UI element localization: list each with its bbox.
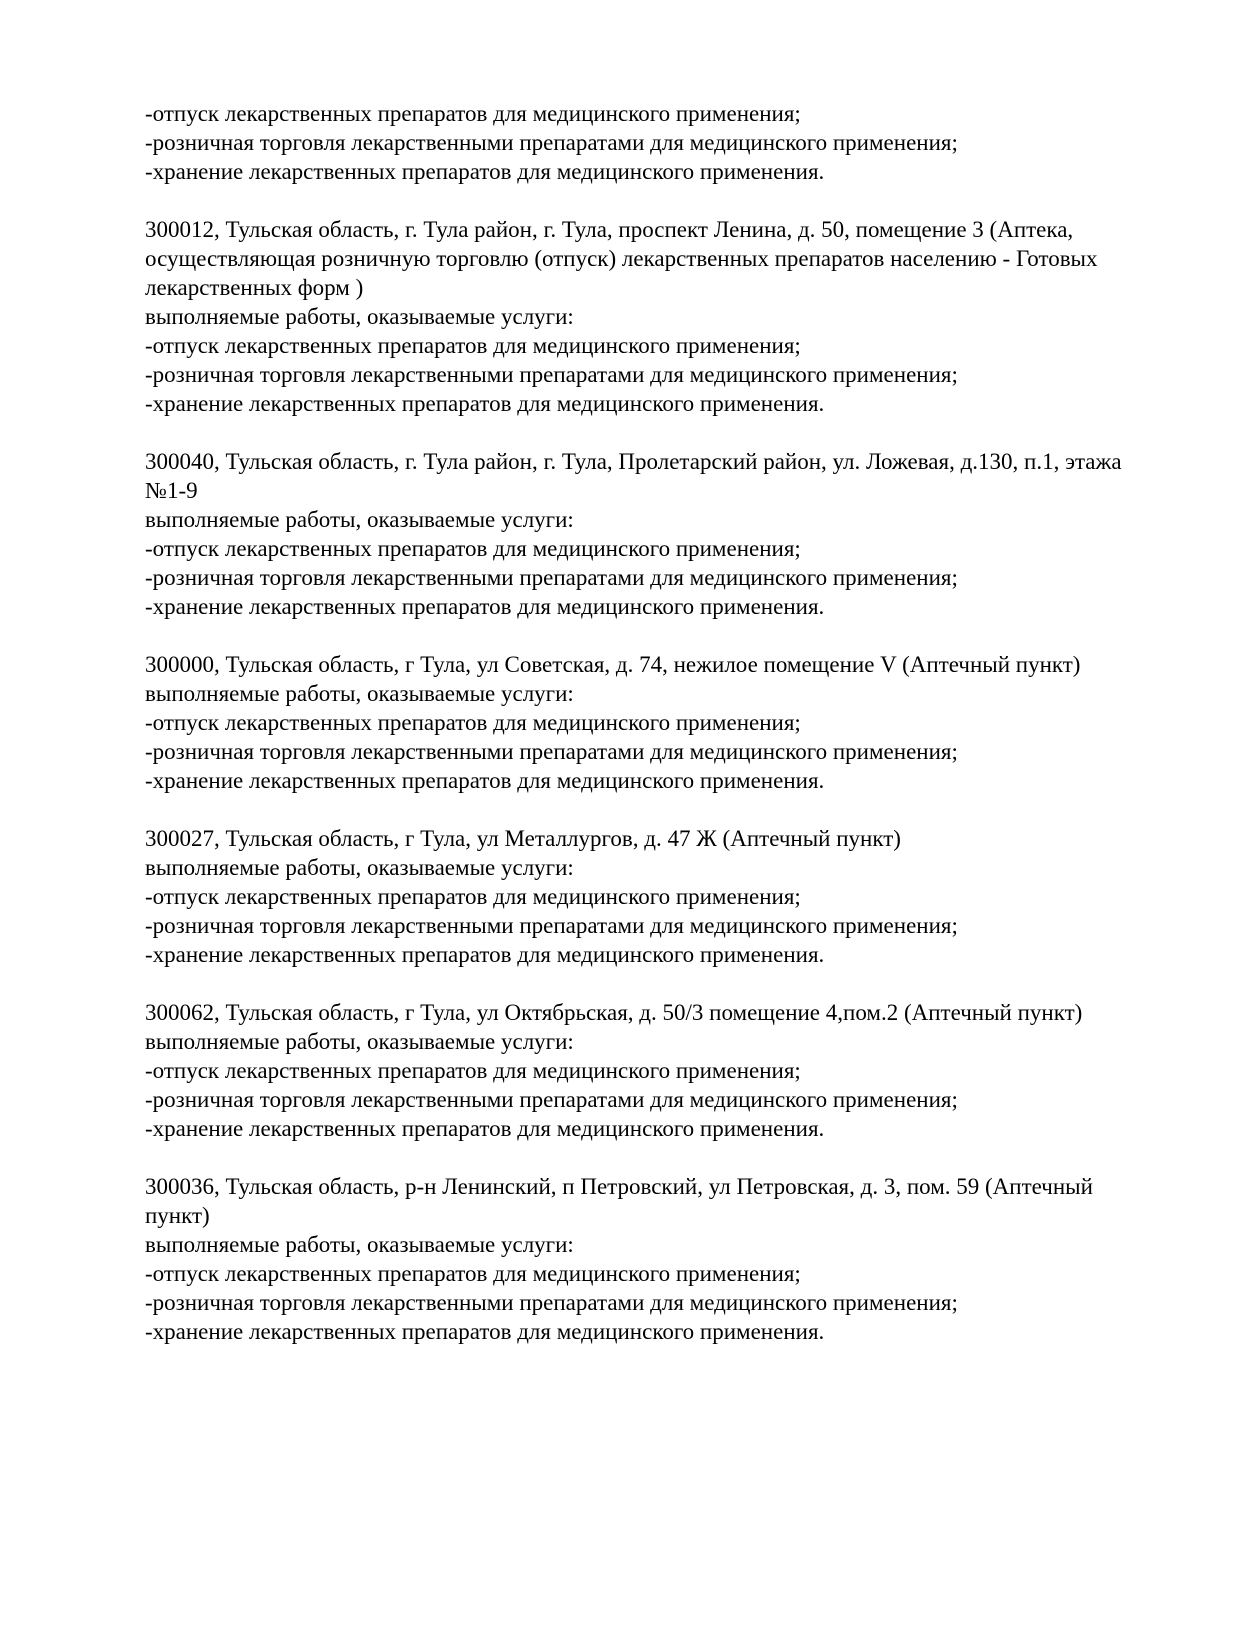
service-line: -хранение лекарственных препаратов для медицинского применения. xyxy=(145,159,825,184)
entry-address: 300027, Тульская область, г Тула, ул Металлургов, д. 47 Ж (Аптечный пункт) xyxy=(145,826,901,851)
service-line: -розничная торговля лекарственными препаратами для медицинского применения; xyxy=(145,565,958,590)
license-entry xyxy=(145,824,1137,969)
service-line: -хранение лекарственных препаратов для медицинского применения. xyxy=(145,1319,825,1344)
services-header: выполняемые работы, оказываемые услуги: xyxy=(145,304,574,329)
leading-services-block xyxy=(145,99,1137,186)
services-header: выполняемые работы, оказываемые услуги: xyxy=(145,1232,574,1257)
service-line: -хранение лекарственных препаратов для медицинского применения. xyxy=(145,594,825,619)
services-header: выполняемые работы, оказываемые услуги: xyxy=(145,855,574,880)
entry-services xyxy=(145,331,1137,418)
entry-address: 300062, Тульская область, г Тула, ул Октябрьская, д. 50/3 помещение 4,пом.2 (Аптечный пункт) xyxy=(145,1000,1083,1025)
entry-address: 300012, Тульская область, г. Тула район, г. Тула, проспект Ленина, д. 50, помещение 3 (Аптека, осуществляющая розничную торговлю (отпуск) лекарственных препаратов населению - Готовых лекарственных форм ) xyxy=(145,217,1098,300)
service-line: -отпуск лекарственных препаратов для медицинского применения; xyxy=(145,333,801,358)
service-line: -хранение лекарственных препаратов для медицинского применения. xyxy=(145,942,825,967)
entry-services xyxy=(145,708,1137,795)
services-header: выполняемые работы, оказываемые услуги: xyxy=(145,1029,574,1054)
service-line: -розничная торговля лекарственными препаратами для медицинского применения; xyxy=(145,362,958,387)
service-line: -хранение лекарственных препаратов для медицинского применения. xyxy=(145,1116,825,1141)
service-line: -отпуск лекарственных препаратов для медицинского применения; xyxy=(145,536,801,561)
service-line: -розничная торговля лекарственными препаратами для медицинского применения; xyxy=(145,1087,958,1112)
entry-address: 300040, Тульская область, г. Тула район, г. Тула, Пролетарский район, ул. Ложевая, д.130, п.1, этажа №1-9 xyxy=(145,449,1122,503)
license-entry xyxy=(145,650,1137,795)
service-line: -розничная торговля лекарственными препаратами для медицинского применения; xyxy=(145,1290,958,1315)
entry-services xyxy=(145,534,1137,621)
license-entry xyxy=(145,215,1137,418)
service-line: -отпуск лекарственных препаратов для медицинского применения; xyxy=(145,710,801,735)
document-body xyxy=(145,99,1137,1346)
services-header: выполняемые работы, оказываемые услуги: xyxy=(145,507,574,532)
license-entry xyxy=(145,447,1137,621)
service-line: -розничная торговля лекарственными препаратами для медицинского применения; xyxy=(145,913,958,938)
service-line: -розничная торговля лекарственными препаратами для медицинского применения; xyxy=(145,739,958,764)
entry-address: 300036, Тульская область, р-н Ленинский, п Петровский, ул Петровская, д. 3, пом. 59 (Аптечный пункт) xyxy=(145,1174,1093,1228)
service-line: -отпуск лекарственных препаратов для медицинского применения; xyxy=(145,1058,801,1083)
entry-services xyxy=(145,882,1137,969)
service-line: -хранение лекарственных препаратов для медицинского применения. xyxy=(145,768,825,793)
service-line: -отпуск лекарственных препаратов для медицинского применения; xyxy=(145,884,801,909)
license-entry xyxy=(145,1172,1137,1346)
service-line: -отпуск лекарственных препаратов для медицинского применения; xyxy=(145,1261,801,1286)
entry-services xyxy=(145,1259,1137,1346)
license-entry xyxy=(145,998,1137,1143)
service-line: -отпуск лекарственных препаратов для медицинского применения; xyxy=(145,101,801,126)
service-line: -розничная торговля лекарственными препаратами для медицинского применения; xyxy=(145,130,958,155)
entry-address: 300000, Тульская область, г Тула, ул Советская, д. 74, нежилое помещение V (Аптечный пункт) xyxy=(145,652,1081,677)
services-header: выполняемые работы, оказываемые услуги: xyxy=(145,681,574,706)
entries-container xyxy=(145,215,1137,1346)
service-line: -хранение лекарственных препаратов для медицинского применения. xyxy=(145,391,825,416)
entry-services xyxy=(145,1056,1137,1143)
